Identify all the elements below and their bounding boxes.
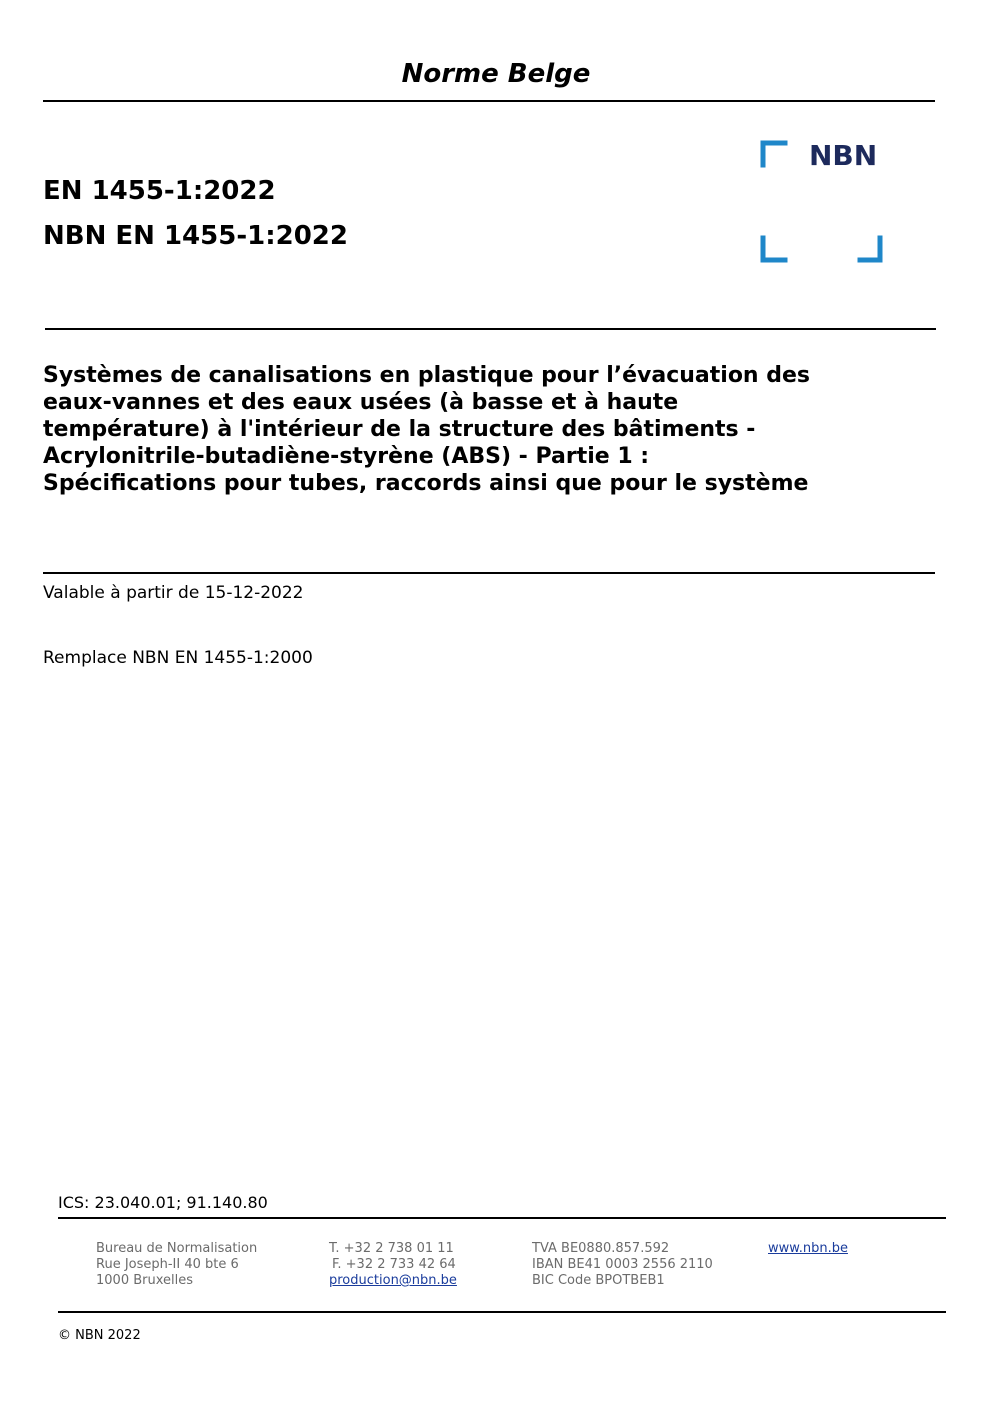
title-line: Spécifications pour tubes, raccords ainsi que pour le système bbox=[43, 471, 809, 496]
copyright: © NBN 2022 bbox=[58, 1328, 141, 1343]
logo-bracket-top-left bbox=[763, 143, 785, 165]
title-line: Systèmes de canalisations en plastique pour l’évacuation des bbox=[43, 363, 811, 388]
footer-bottom-divider bbox=[58, 1311, 946, 1313]
email-link[interactable]: production@nbn.be bbox=[329, 1273, 457, 1288]
bic-code: BIC Code BPOTBEB1 bbox=[532, 1273, 665, 1288]
header-divider bbox=[43, 100, 935, 102]
validity-date: Valable à partir de 15-12-2022 bbox=[43, 583, 304, 603]
address-line: Rue Joseph-II 40 bte 6 bbox=[96, 1257, 239, 1272]
footer-contact bbox=[329, 1241, 457, 1289]
tva-number: TVA BE0880.857.592 bbox=[532, 1241, 670, 1256]
fax-number: F. +32 2 733 42 64 bbox=[332, 1257, 456, 1272]
logo-text: NBN bbox=[809, 140, 878, 172]
ics-codes: ICS: 23.040.01; 91.140.80 bbox=[58, 1193, 268, 1212]
title-bottom-divider bbox=[43, 572, 935, 574]
footer-website bbox=[768, 1241, 848, 1257]
header-title: Norme Belge bbox=[401, 59, 591, 89]
logo-bracket-bottom-left bbox=[763, 238, 785, 260]
nbn-standard-code: NBN EN 1455-1:2022 bbox=[43, 221, 348, 251]
replaces-standard: Remplace NBN EN 1455-1:2000 bbox=[43, 648, 313, 668]
document-title bbox=[43, 362, 923, 497]
nbn-logo bbox=[760, 140, 885, 265]
phone-number: T. +32 2 738 01 11 bbox=[329, 1241, 454, 1256]
website-link[interactable]: www.nbn.be bbox=[768, 1241, 848, 1256]
address-line: Bureau de Normalisation bbox=[96, 1241, 258, 1256]
nbn-logo-icon bbox=[760, 140, 885, 265]
en-standard-code: EN 1455-1:2022 bbox=[43, 176, 276, 206]
address-line: 1000 Bruxelles bbox=[96, 1273, 194, 1288]
title-line: eaux-vannes et des eaux usées (à basse et à haute bbox=[43, 390, 679, 415]
footer-top-divider bbox=[58, 1217, 946, 1219]
title-line: température) à l'intérieur de la structure des bâtiments - bbox=[43, 417, 756, 442]
footer-address bbox=[96, 1241, 257, 1289]
title-line: Acrylonitrile-butadiène-styrène (ABS) - Partie 1 : bbox=[43, 444, 650, 469]
footer-bank bbox=[532, 1241, 713, 1289]
iban-number: IBAN BE41 0003 2556 2110 bbox=[532, 1257, 713, 1272]
logo-bracket-bottom-right bbox=[860, 238, 880, 260]
title-top-divider bbox=[45, 328, 936, 330]
